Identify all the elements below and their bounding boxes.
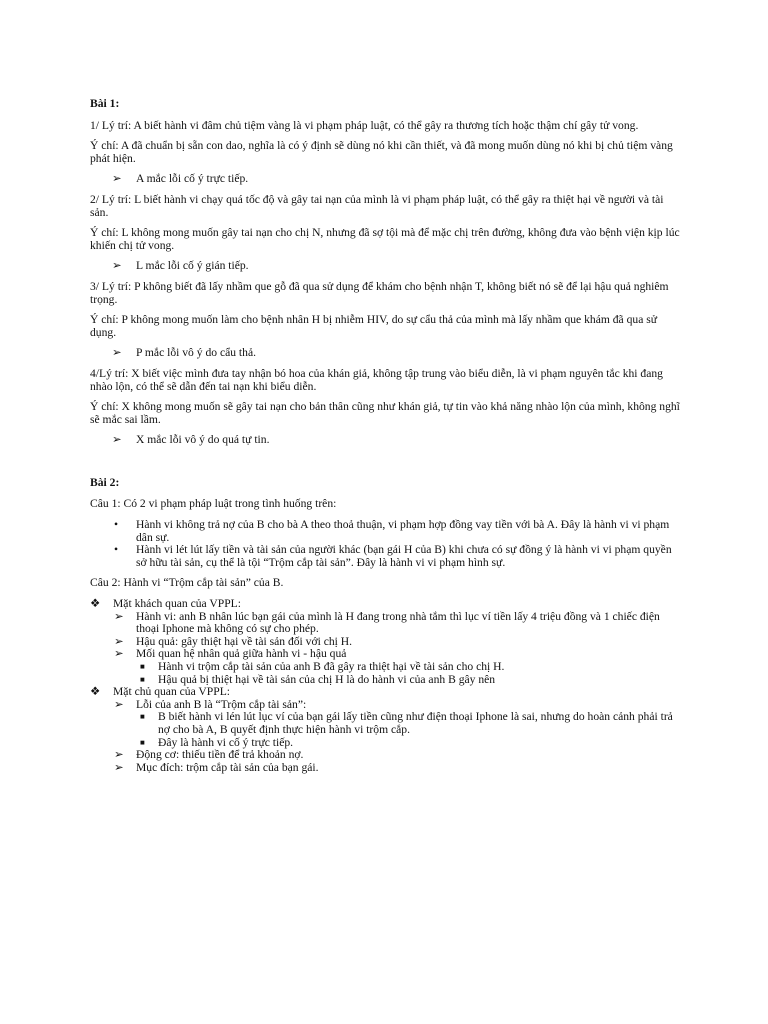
arrowhead-bullet-icon: ➢ <box>114 647 124 661</box>
bai1-item2-y-chi: Ý chí: L không mong muốn gây tai nạn cho chị N, nhưng đã sợ tội mà để mặc chị trên đường, không đưa vào bệnh viện kịp lúc khiến chị tử vong. <box>90 226 680 252</box>
hanh-vi-item <box>90 611 682 636</box>
bai1-item4-ly-tri: 4/Lý trí: X biết việc mình đưa tay nhận bó hoa của khán giả, không tập trung vào biểu diễn, là vi phạm nguyên tắc khi đang nhào lộn, có thể sẽ dẫn đến tai nạn khi biểu diễn. <box>90 366 663 393</box>
moi-quan-he-text: Mối quan hệ nhân quả giữa hành vi - hậu quả <box>136 647 347 661</box>
bai1-item3-ly-tri: 3/ Lý trí: P không biết đã lấy nhầm que gỗ đã qua sử dụng để khám cho bệnh nhận T, không biết nó sẽ để lại hậu quả nghiêm trọng. <box>90 279 669 306</box>
list-item-text: Hành vi không trả nợ của B cho bà A theo thoả thuận, vi phạm hợp đồng vay tiền với bà A. Đây là hành vi vi phạm dân sự. <box>136 518 670 544</box>
bai2-cau2-text: Câu 2: Hành vi “Trộm cắp tài sản” của B. <box>90 576 284 590</box>
arrowhead-bullet-icon: ➢ <box>114 748 124 762</box>
arrowhead-bullet-icon: ➢ <box>112 259 122 273</box>
arrowhead-bullet-icon: ➢ <box>114 760 124 774</box>
hau-qua-text: Hậu quả: gây thiệt hại về tài sản đối với chị H. <box>136 634 353 648</box>
conclusion-text: L mắc lỗi cố ý gián tiếp. <box>136 259 249 273</box>
section-spacer <box>90 455 682 477</box>
khach-quan-label: Mặt khách quan của VPPL: <box>113 597 241 611</box>
list-item <box>90 519 682 544</box>
bai1-item3-conclusion <box>90 347 682 360</box>
loi-text: Lỗi của anh B là “Trộm cắp tài sản”: <box>136 697 307 711</box>
square-bullet-icon: ■ <box>140 674 145 684</box>
bai2-cau1-list <box>90 519 682 569</box>
bai2-cau2-outline <box>90 598 682 774</box>
list-item <box>90 544 682 569</box>
muc-dich-text: Mục đích: trộm cắp tài sản của bạn gái. <box>136 760 319 774</box>
dot-bullet-icon: • <box>114 543 119 557</box>
square-bullet-icon: ■ <box>140 737 145 747</box>
dong-co-text: Động cơ: thiếu tiền để trả khoản nợ. <box>136 748 304 762</box>
bai1-item2-conclusion <box>90 260 682 273</box>
dot-bullet-icon: • <box>114 518 119 532</box>
diamond-bullet-icon: ❖ <box>90 597 101 611</box>
bai1-item1-ly-tri: 1/ Lý trí: A biết hành vi đâm chủ tiệm vàng là vi phạm pháp luật, có thể gây ra thương tích hoặc thậm chí gây tử vong. <box>90 118 639 132</box>
loi-sub-item <box>90 711 682 736</box>
bai2-title: Bài 2: <box>90 475 120 489</box>
square-bullet-icon: ■ <box>140 662 145 671</box>
bai1-item1-conclusion <box>90 173 682 186</box>
sub-item-text: Đây là hành vi cố ý trực tiếp. <box>158 735 294 749</box>
square-bullet-icon: ■ <box>140 712 145 722</box>
conclusion-text: P mắc lỗi vô ý do cẩu thả. <box>136 346 256 360</box>
arrowhead-bullet-icon: ➢ <box>112 346 122 360</box>
conclusion-text: X mắc lỗi vô ý do quá tự tin. <box>136 433 270 447</box>
muc-dich-item <box>90 762 682 775</box>
diamond-bullet-icon: ❖ <box>90 685 101 699</box>
conclusion-text: A mắc lỗi cố ý trực tiếp. <box>136 172 249 186</box>
bai2-cau1-text: Câu 1: Có 2 vi phạm pháp luật trong tình huống trên: <box>90 497 337 511</box>
arrowhead-bullet-icon: ➢ <box>114 634 124 648</box>
chu-quan-label: Mặt chủ quan của VPPL: <box>113 685 230 699</box>
bai1-title: Bài 1: <box>90 97 120 110</box>
document-page <box>90 98 682 774</box>
hanh-vi-text: Hành vi: anh B nhân lúc bạn gái của mình là H đang trong nhà tắm thì lục ví tiền lấy 4 triệu đồng và 1 chiếc điện thoại Iphone mà không có sự cho phép. <box>136 609 660 636</box>
bai1-item4-y-chi: Ý chí: X không mong muốn sẽ gây tai nạn cho bản thân cũng như khán giả, tự tin vào khả năng nhào lộn của mình, không nghĩ sẽ mắc sai lầm. <box>90 400 680 426</box>
bai1-item4-conclusion <box>90 434 682 447</box>
sub-item-text: Hậu quả bị thiệt hại về tài sản của chị H là do hành vi của anh B gây nên <box>158 672 496 686</box>
arrowhead-bullet-icon: ➢ <box>114 609 124 623</box>
arrowhead-bullet-icon: ➢ <box>112 172 122 186</box>
bai1-item1-y-chi: Ý chí: A đã chuẩn bị sẵn con dao, nghĩa là có ý định sẽ dùng nó khi cần thiết, và đã mong muốn dùng nó khi bị chủ tiệm vàng phát hiện. <box>90 139 673 165</box>
arrowhead-bullet-icon: ➢ <box>114 697 124 711</box>
list-item-text: Hành vi lét lút lấy tiền và tài sản của người khác (bạn gái H của B) khi chưa có sự đồng ý là hành vi vi phạm quyền sở hữu tài sản, cụ thể là tội “Trộm cắp tài sản”. Đây là hành vi vi phạm hình sự. <box>136 543 672 569</box>
bai1-item2-ly-tri: 2/ Lý trí: L biết hành vi chạy quá tốc độ và gây tai nạn của mình là vi phạm pháp luật, có thể gây ra thiệt hại về người và tài sản. <box>90 192 664 219</box>
sub-item-text: Hành vi trộm cắp tài sản của anh B đã gây ra thiệt hại về tài sản cho chị H. <box>158 660 505 673</box>
sub-item-text: B biết hành vi lén lút lục ví của bạn gái lấy tiền cũng như điện thoại Iphone là sai, nhưng do hoàn cảnh phải trả nợ cho bà A, B quyết định thực hiện hành vi trộm cắp. <box>158 710 673 736</box>
bai1-item3-y-chi: Ý chí: P không mong muốn làm cho bệnh nhân H bị nhiễm HIV, do sự cẩu thả của mình mà lấy nhầm que khám đã qua sử dụng. <box>90 313 658 339</box>
arrowhead-bullet-icon: ➢ <box>112 433 122 447</box>
